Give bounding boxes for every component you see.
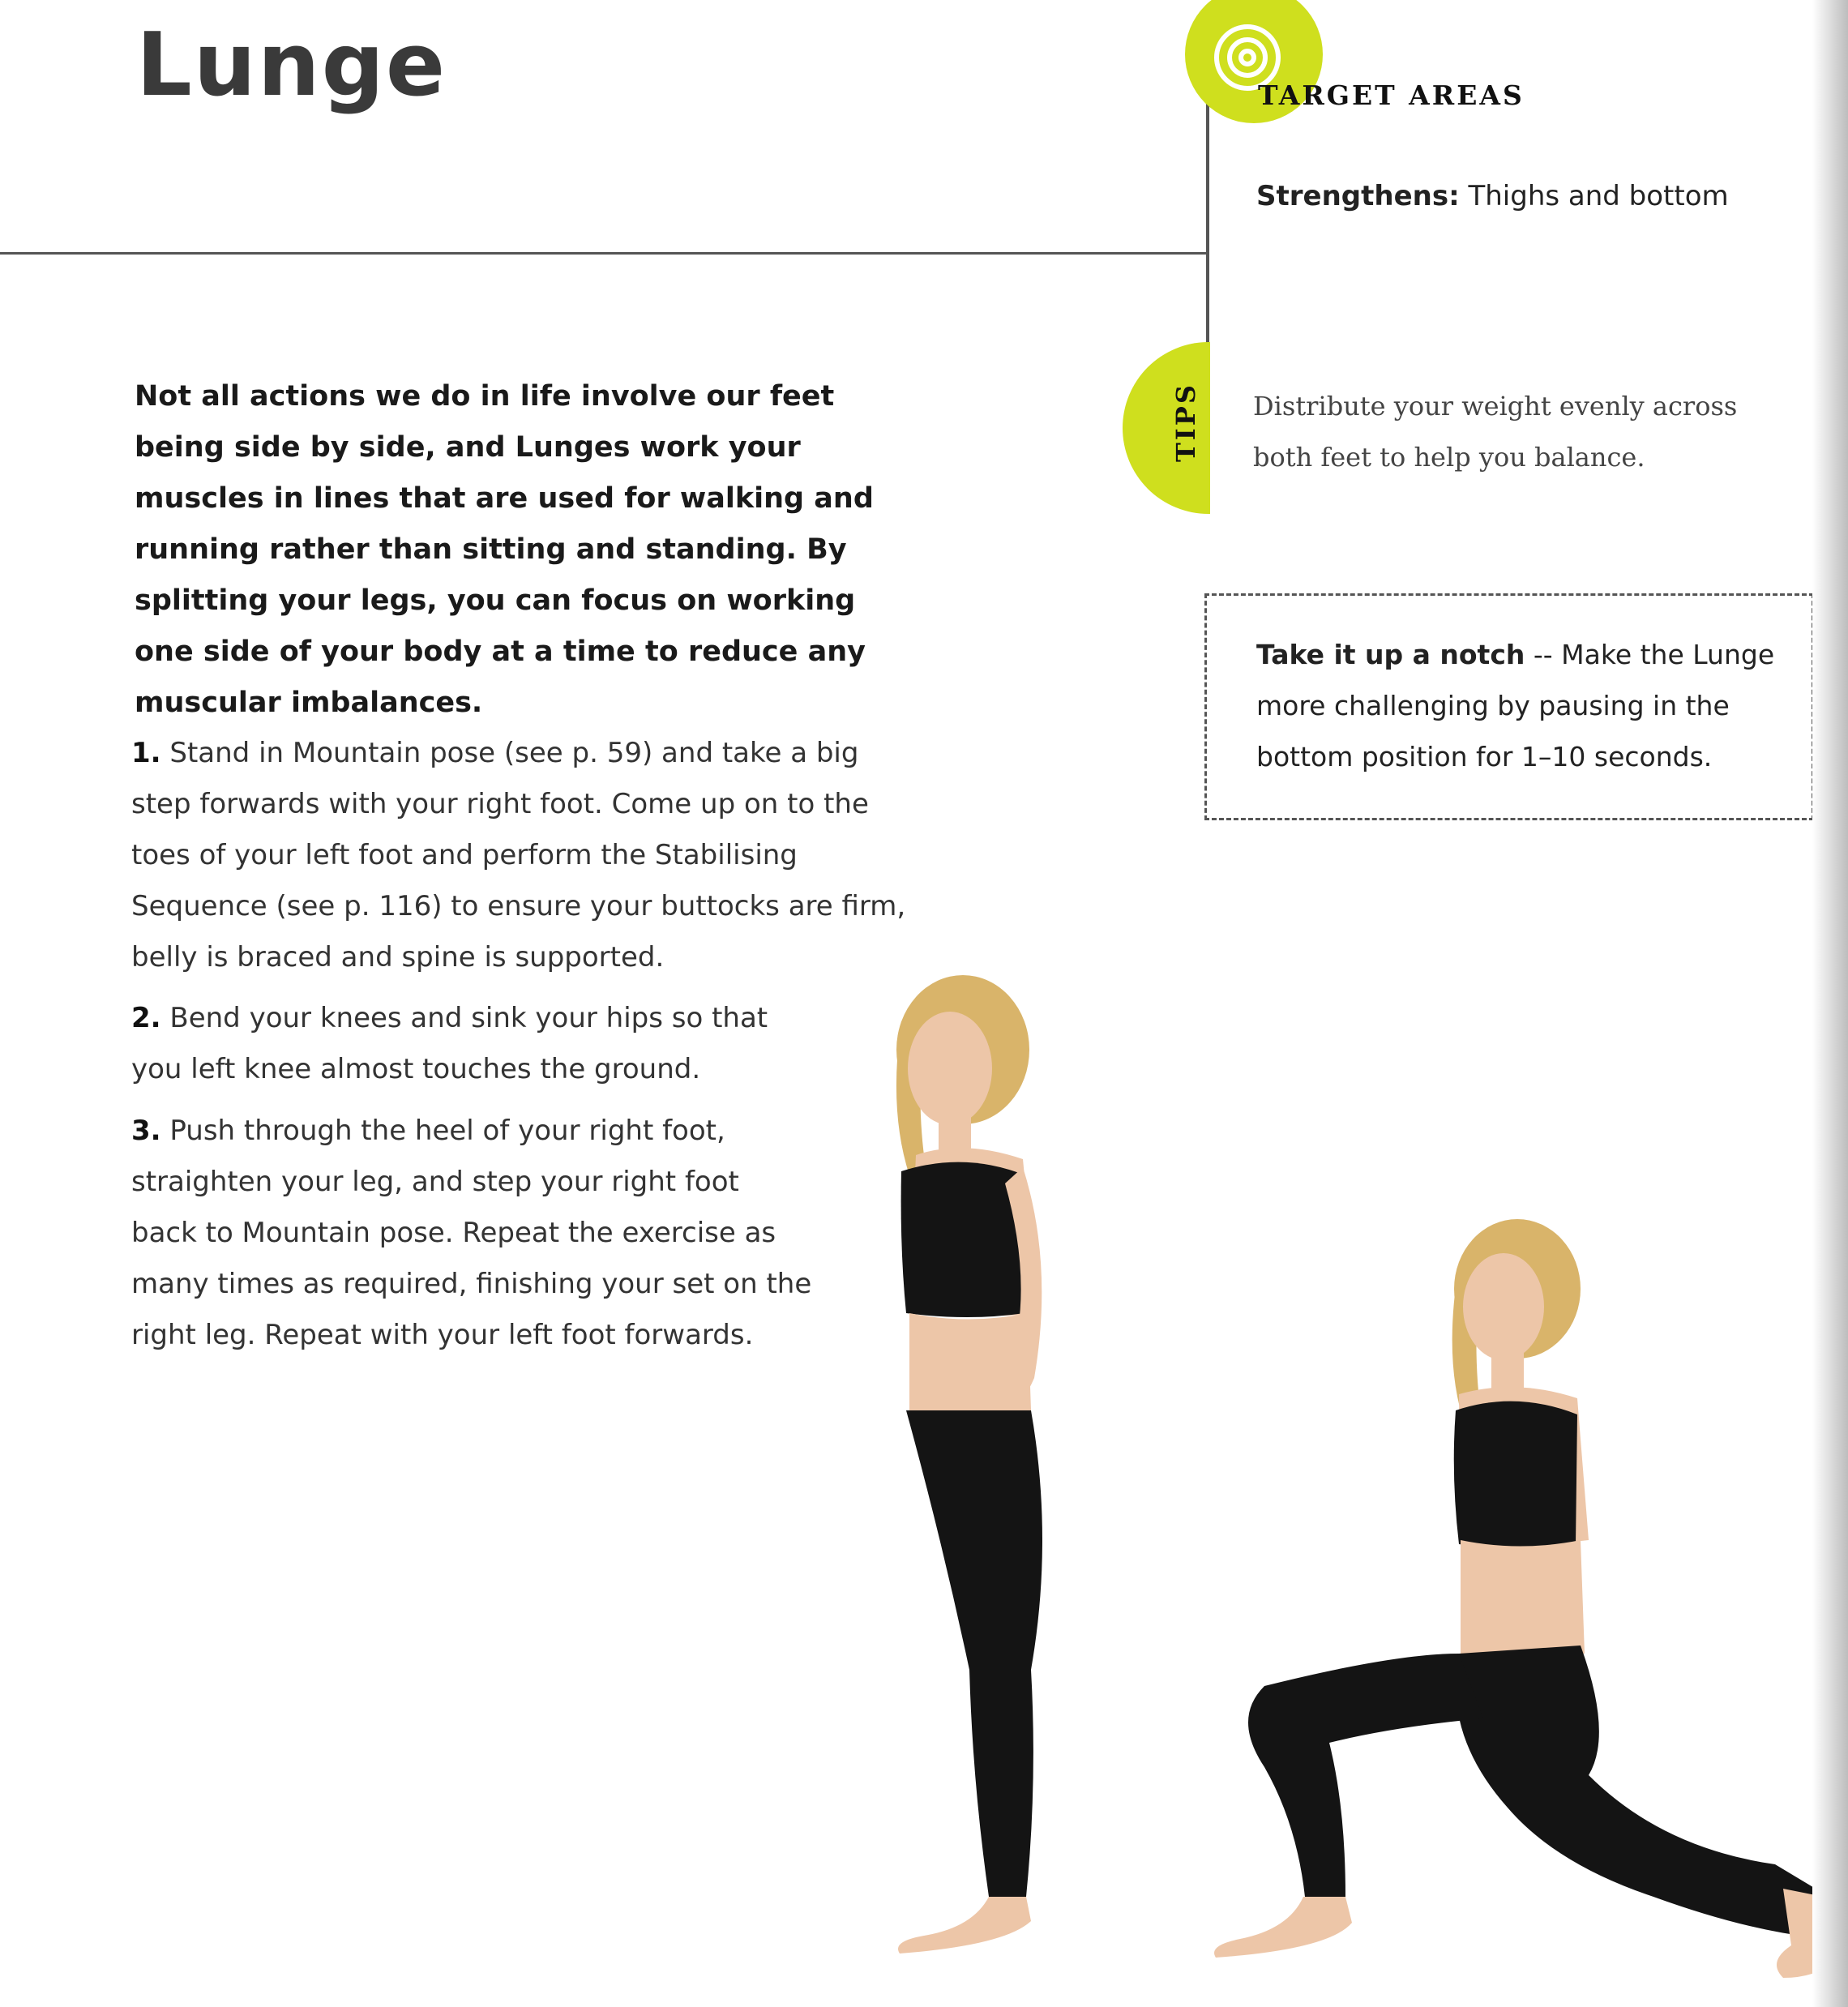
intro-paragraph: Not all actions we do in life involve our feet being side by side, and Lunges work your muscles in lines that are used for walking and running rather than sitting and standing. By splitting your legs, you can focus on working one side of your body at a time to reduce any muscular imbalances. xyxy=(135,380,874,719)
strengthens-value: Thighs and bottom xyxy=(1459,180,1729,212)
step-text: Bend your knees and sink your hips so that you left knee almost touches the ground. xyxy=(131,1002,768,1085)
step-number: 1. xyxy=(131,737,161,769)
notch-label: Take it up a notch xyxy=(1256,639,1525,670)
tips-label: TIPS xyxy=(1170,383,1201,462)
page-gutter-shadow xyxy=(1812,0,1848,2007)
step-number: 3. xyxy=(131,1115,161,1147)
step-text: Stand in Mountain pose (see p. 59) and take a big step forwards with your right foot. Come up on to the toes of your left foot and perform the Stabilising Sequence (see p. 116) to ensure your buttocks are firm, belly is braced and spine is supported. xyxy=(131,737,906,974)
strengthens-label: Strengthens: xyxy=(1256,180,1460,212)
standing-figure xyxy=(896,975,1042,1954)
tips-text: Distribute your weight evenly across both feet to help you balance. xyxy=(1253,391,1738,473)
page-title: Lunge xyxy=(136,15,447,116)
step-text: Push through the heel of your right foot, straighten your leg, and step your right foot back to Mountain pose. Repeat the exercise as many times as required, finishing your set on the right leg. Repeat with your left foot forwards. xyxy=(131,1115,812,1351)
step-number: 2. xyxy=(131,1002,161,1034)
notch-body: -- Make the Lunge more challenging by pausing in the bottom position for 1–10 seconds. xyxy=(1256,639,1775,772)
lunge-figure xyxy=(1214,1219,1833,1978)
target-areas-heading: TARGET AREAS xyxy=(1258,79,1525,111)
